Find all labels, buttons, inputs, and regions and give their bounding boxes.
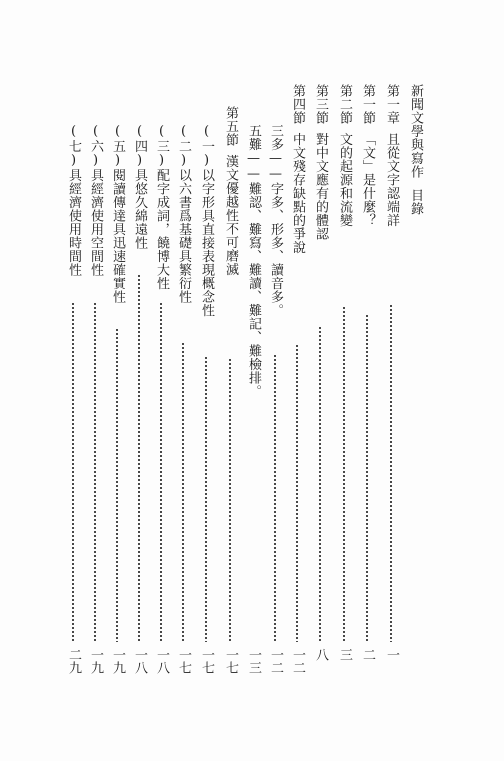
entry-title: 以字形具直接表現概念性 — [199, 168, 214, 317]
entry-title: 文的起源和流變 — [337, 132, 352, 227]
toc-header-text — [406, 84, 424, 216]
book-title: 新聞文學與寫作 — [408, 84, 423, 179]
entry-page-number: 一八 — [154, 648, 169, 674]
entry-title: 以六書爲基礎具繁衍性 — [176, 168, 191, 304]
entry-label: (三) — [154, 124, 169, 169]
dot-leader — [366, 314, 368, 642]
entry-page-number: 一七 — [176, 648, 191, 674]
entry-title: 「文」是什麼？ — [360, 132, 375, 227]
entry-page-number: 一九 — [110, 648, 125, 674]
entry-label: (六) — [88, 124, 103, 169]
entry-label: 第一章 — [384, 84, 399, 125]
entry-label: 第四節 — [290, 84, 305, 125]
entry-title: 配字成詞，饒博大性 — [154, 168, 169, 290]
entry-page-number: 二九 — [66, 648, 81, 674]
entry-label: 第一節 — [360, 84, 375, 125]
entry-label: (七) — [66, 124, 81, 169]
dot-leader — [274, 354, 276, 642]
dot-leader — [116, 328, 118, 642]
dot-leader — [390, 304, 392, 642]
dot-leader — [229, 358, 231, 642]
entry-page-number: 三 — [337, 648, 352, 661]
entry-title: 對中文應有的體認 — [313, 132, 328, 241]
entry-title: 漢文優越性不可磨滅 — [223, 154, 238, 276]
entry-page-number: 二 — [360, 648, 375, 661]
entry-page-number: 一二 — [290, 648, 305, 674]
entry-label: (一) — [199, 124, 214, 169]
entry-title: 字多、形多、讀音多。 — [268, 182, 283, 317]
entry-page-number: 一 — [384, 648, 399, 661]
dot-leader — [160, 302, 162, 642]
entry-page-number: 一九 — [88, 648, 103, 674]
entry-title: 難認、難寫、難讀、難記、難檢排。 — [246, 182, 261, 398]
entry-title: 且從文字認端詳 — [384, 132, 399, 227]
dot-leader — [343, 306, 345, 642]
entry-label: (二) — [176, 124, 191, 169]
entry-title: 中文殘存缺點的爭說 — [290, 132, 305, 254]
entry-page-number: 一七 — [223, 648, 238, 674]
dot-leader — [296, 344, 298, 642]
dot-leader — [138, 274, 140, 642]
entry-title: 具經濟使用時間性 — [66, 168, 81, 277]
toc-label: 目錄 — [408, 188, 423, 216]
dot-leader — [182, 342, 184, 642]
entry-page-number: 一七 — [199, 648, 214, 674]
entry-page-number: 一二 — [268, 648, 283, 674]
dot-leader — [72, 302, 74, 642]
entry-label: 第五節 — [223, 106, 238, 147]
entry-label: 五難—— — [246, 124, 261, 182]
entry-label: 第三節 — [313, 84, 328, 125]
entry-title: 閱讀傳達具迅速確實性 — [110, 168, 125, 304]
entry-page-number: 一三 — [246, 648, 261, 674]
dot-leader — [94, 302, 96, 642]
dot-leader — [319, 326, 321, 642]
entry-title: 具經濟使用空間性 — [88, 168, 103, 277]
entry-page-number: 八 — [313, 648, 328, 661]
entry-page-number: 一八 — [132, 648, 147, 674]
dot-leader — [205, 356, 207, 642]
entry-label: 第二節 — [337, 84, 352, 125]
entry-label: 三多—— — [268, 124, 283, 182]
entry-label: (五) — [110, 124, 125, 169]
entry-title: 具悠久綿遠性 — [132, 168, 147, 250]
entry-label: (四) — [132, 124, 147, 169]
